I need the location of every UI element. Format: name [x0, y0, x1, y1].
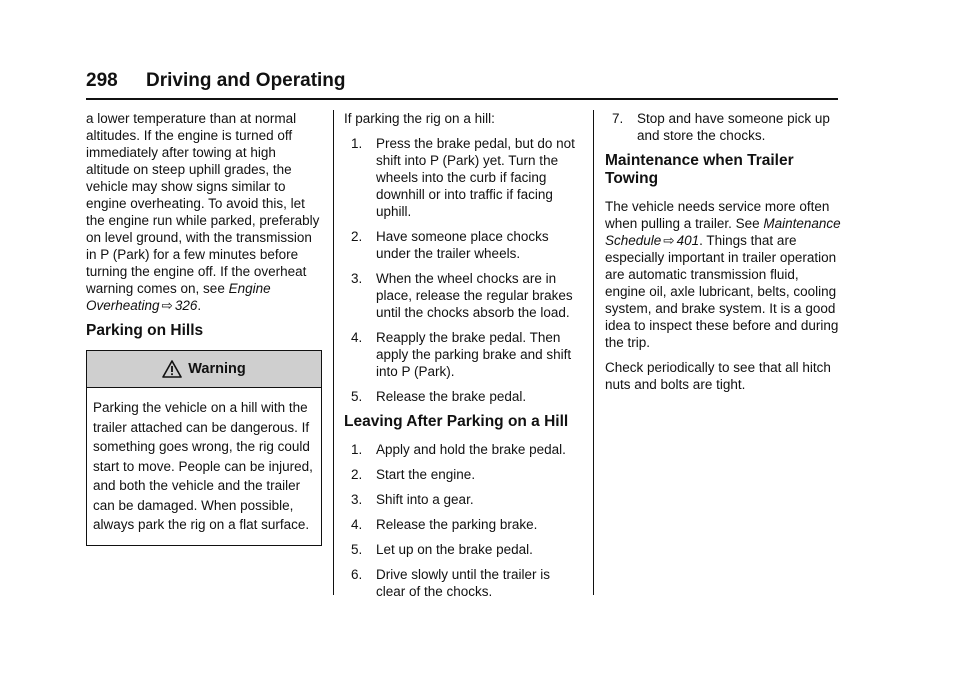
warning-text: Parking the vehicle on a hill with the trailer attached can be dangerous. If something goes wrong, the rig could start to move. People can be injured, and both the vehicle and the trailer can be damaged. When possible, always park the rig on a flat surface.	[93, 400, 313, 532]
warning-box	[86, 350, 322, 546]
list-item: 3. When the wheel chocks are in place, release the regular brakes until the chocks absorb the load.	[351, 271, 573, 320]
list-item: 7. Stop and have someone pick up and store the chocks.	[612, 111, 830, 143]
list-item: 1. Press the brake pedal, but do not shift into P (Park) yet. Turn the wheels into the curb if facing downhill or into traffic if facing uphill.	[351, 136, 575, 219]
column-3	[605, 110, 841, 401]
warning-title: Warning	[188, 360, 246, 377]
page-reference-arrow-icon: ⇨	[161, 298, 173, 313]
leaving-steps	[344, 441, 582, 600]
list-item: 5. Release the brake pedal.	[351, 389, 527, 404]
heading-leaving-after-parking: Leaving After Parking on a Hill	[344, 413, 569, 430]
cross-reference-link[interactable]: Engine Overheating	[86, 281, 271, 313]
hitch-check-paragraph: Check periodically to see that all hitch nuts and bolts are tight.	[605, 360, 831, 392]
list-item: 6. Drive slowly until the trailer is clear of the chocks.	[351, 567, 551, 599]
maintenance-paragraph: The vehicle needs service more often when pulling a trailer. See Maintenance Schedule ⇨ 401. Things that are especially important in trailer operation are automatic transmission fluid, engine oil, axle lubricant, belts, cooling system, and brake system. It is a good idea to inspect these before and during the trip.	[605, 199, 841, 350]
column-divider-2	[593, 110, 594, 595]
column-divider-1	[333, 110, 334, 595]
section-title: Driving and Operating	[146, 70, 346, 91]
heading-parking-on-hills: Parking on Hills	[86, 322, 204, 339]
column-1	[86, 110, 322, 546]
cross-reference-link[interactable]: Maintenance Schedule	[605, 216, 841, 248]
column-2	[344, 110, 582, 608]
list-item: 2. Start the engine.	[351, 467, 476, 482]
reference-page: 401	[676, 233, 700, 248]
hill-parking-steps	[344, 135, 582, 405]
leaving-steps-continued	[605, 110, 841, 144]
header-rule	[86, 98, 838, 100]
list-item: 5. Let up on the brake pedal.	[351, 542, 533, 557]
page-number: 298	[86, 70, 118, 91]
list-item: 4. Release the parking brake.	[351, 517, 538, 532]
reference-page: 326	[174, 298, 198, 313]
hill-parking-intro: If parking the rig on a hill:	[344, 111, 495, 126]
page-header	[86, 70, 838, 96]
page-reference-arrow-icon: ⇨	[663, 233, 675, 248]
list-item: 1. Apply and hold the brake pedal.	[351, 442, 566, 457]
list-item: 4. Reapply the brake pedal. Then apply the parking brake and shift into P (Park).	[351, 330, 572, 379]
heading-maintenance-trailer-towing: Maintenance when Trailer Towing	[605, 152, 794, 187]
list-item: 2. Have someone place chocks under the trailer wheels.	[351, 229, 549, 261]
warning-triangle-icon	[162, 360, 182, 378]
intro-paragraph: a lower temperature than at normal altitudes. If the engine is turned off immediately after towing at high altitude on steep uphill grades, the vehicle may show signs similar to engine overheating. To avoid this, let the engine run while parked, preferably on level ground, with the transmission in P (Park) for a few minutes before turning the engine off. If the overheat warning comes on, see Engine Overheating ⇨ 326.	[86, 111, 320, 313]
warning-header	[87, 351, 321, 388]
list-item: 3. Shift into a gear.	[351, 492, 474, 507]
